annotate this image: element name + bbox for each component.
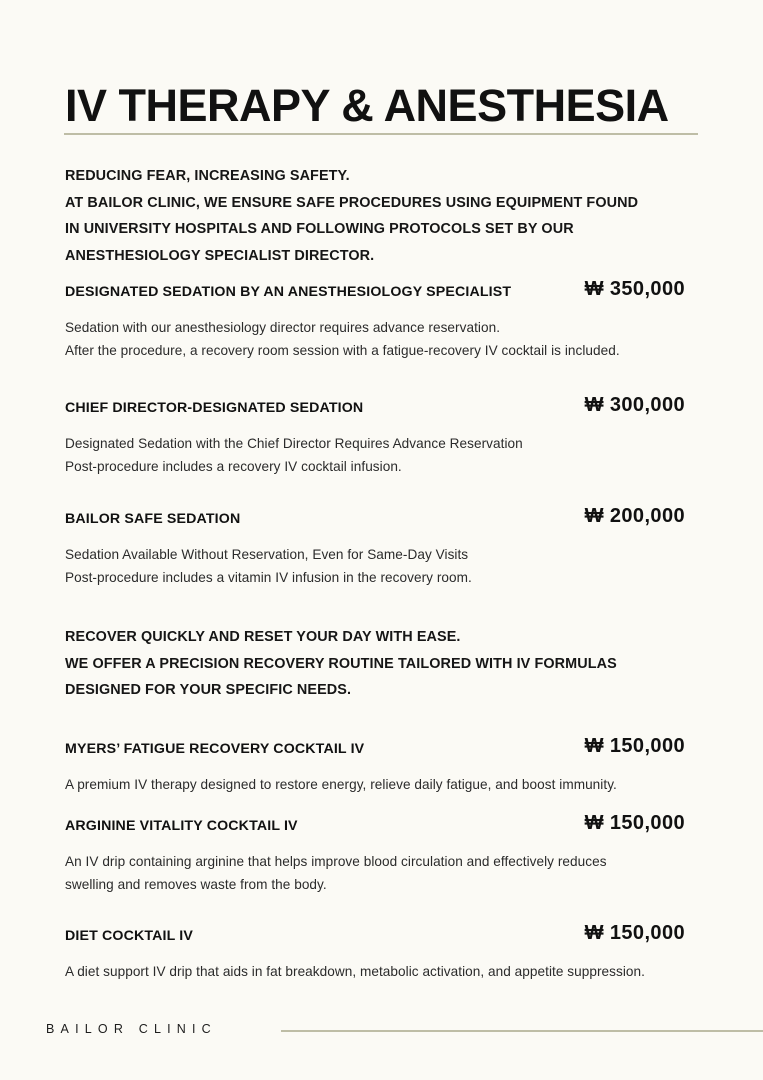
service-description [65, 773, 699, 796]
footer-divider [281, 1030, 763, 1032]
intro-line: IN UNIVERSITY HOSPITALS AND FOLLOWING PROTOCOLS SET BY OUR [65, 221, 574, 238]
intro-line: RECOVER QUICKLY AND RESET YOUR DAY WITH EASE. [65, 629, 461, 645]
service-name: ARGININE VITALITY COCKTAIL IV [65, 818, 298, 834]
service-description-line: Post-procedure includes a vitamin IV infusion in the recovery room. [65, 570, 472, 585]
service-header [65, 394, 699, 426]
intro-block-safety [65, 163, 638, 269]
service-price: ₩ 150,000 [584, 922, 685, 944]
intro-line: WE OFFER A PRECISION RECOVERY ROUTINE TAILORED WITH IV FORMULAS [65, 655, 617, 672]
intro-line: REDUCING FEAR, INCREASING SAFETY. [65, 168, 350, 184]
page-title: IV THERAPY & ANESTHESIA [65, 80, 669, 132]
service-item [65, 278, 699, 362]
service-description [65, 543, 699, 589]
service-price: ₩ 350,000 [584, 278, 685, 300]
service-header [65, 735, 699, 767]
service-name: DESIGNATED SEDATION BY AN ANESTHESIOLOGY SPECIALIST [65, 284, 512, 300]
intro-line: ANESTHESIOLOGY SPECIALIST DIRECTOR. [65, 247, 375, 264]
service-description-line: After the procedure, a recovery room session with a fatigue-recovery IV cocktail is included. [65, 343, 620, 358]
service-description [65, 850, 699, 896]
service-item [65, 394, 699, 478]
service-header [65, 278, 699, 310]
service-description-line: Sedation with our anesthesiology director requires advance reservation. [65, 320, 501, 335]
service-description [65, 316, 699, 362]
service-price: ₩ 200,000 [584, 505, 685, 527]
service-description-line: A diet support IV drip that aids in fat breakdown, metabolic activation, and appetite suppression. [65, 964, 645, 979]
service-name: DIET COCKTAIL IV [65, 928, 193, 944]
intro-line: DESIGNED FOR YOUR SPECIFIC NEEDS. [65, 682, 352, 699]
title-divider [64, 133, 698, 135]
service-description [65, 960, 699, 983]
service-name: MYERS’ FATIGUE RECOVERY COCKTAIL IV [65, 741, 365, 757]
service-description [65, 432, 699, 478]
footer-brand-wordmark: BAILOR CLINIC [46, 1022, 217, 1036]
service-header [65, 505, 699, 537]
intro-block-recovery [65, 624, 617, 704]
service-name: CHIEF DIRECTOR-DESIGNATED SEDATION [65, 400, 364, 416]
service-price: ₩ 150,000 [584, 812, 685, 834]
service-item [65, 505, 699, 589]
service-description-line: A premium IV therapy designed to restore energy, relieve daily fatigue, and boost immunity. [65, 777, 617, 792]
intro-line: AT BAILOR CLINIC, WE ENSURE SAFE PROCEDURES USING EQUIPMENT FOUND [65, 194, 639, 211]
service-price: ₩ 150,000 [584, 735, 685, 757]
service-description-line: An IV drip containing arginine that helps improve blood circulation and effectively reduces [65, 854, 607, 869]
service-name: BAILOR SAFE SEDATION [65, 511, 241, 527]
service-item [65, 735, 699, 796]
service-description-line: Designated Sedation with the Chief Director Requires Advance Reservation [65, 436, 523, 451]
service-item [65, 922, 699, 983]
service-header [65, 812, 699, 844]
service-item [65, 812, 699, 896]
service-description-line: Post-procedure includes a recovery IV cocktail infusion. [65, 459, 402, 474]
service-description-line: swelling and removes waste from the body. [65, 877, 327, 892]
service-description-line: Sedation Available Without Reservation, Even for Same-Day Visits [65, 547, 469, 562]
service-price: ₩ 300,000 [584, 394, 685, 416]
service-header [65, 922, 699, 954]
